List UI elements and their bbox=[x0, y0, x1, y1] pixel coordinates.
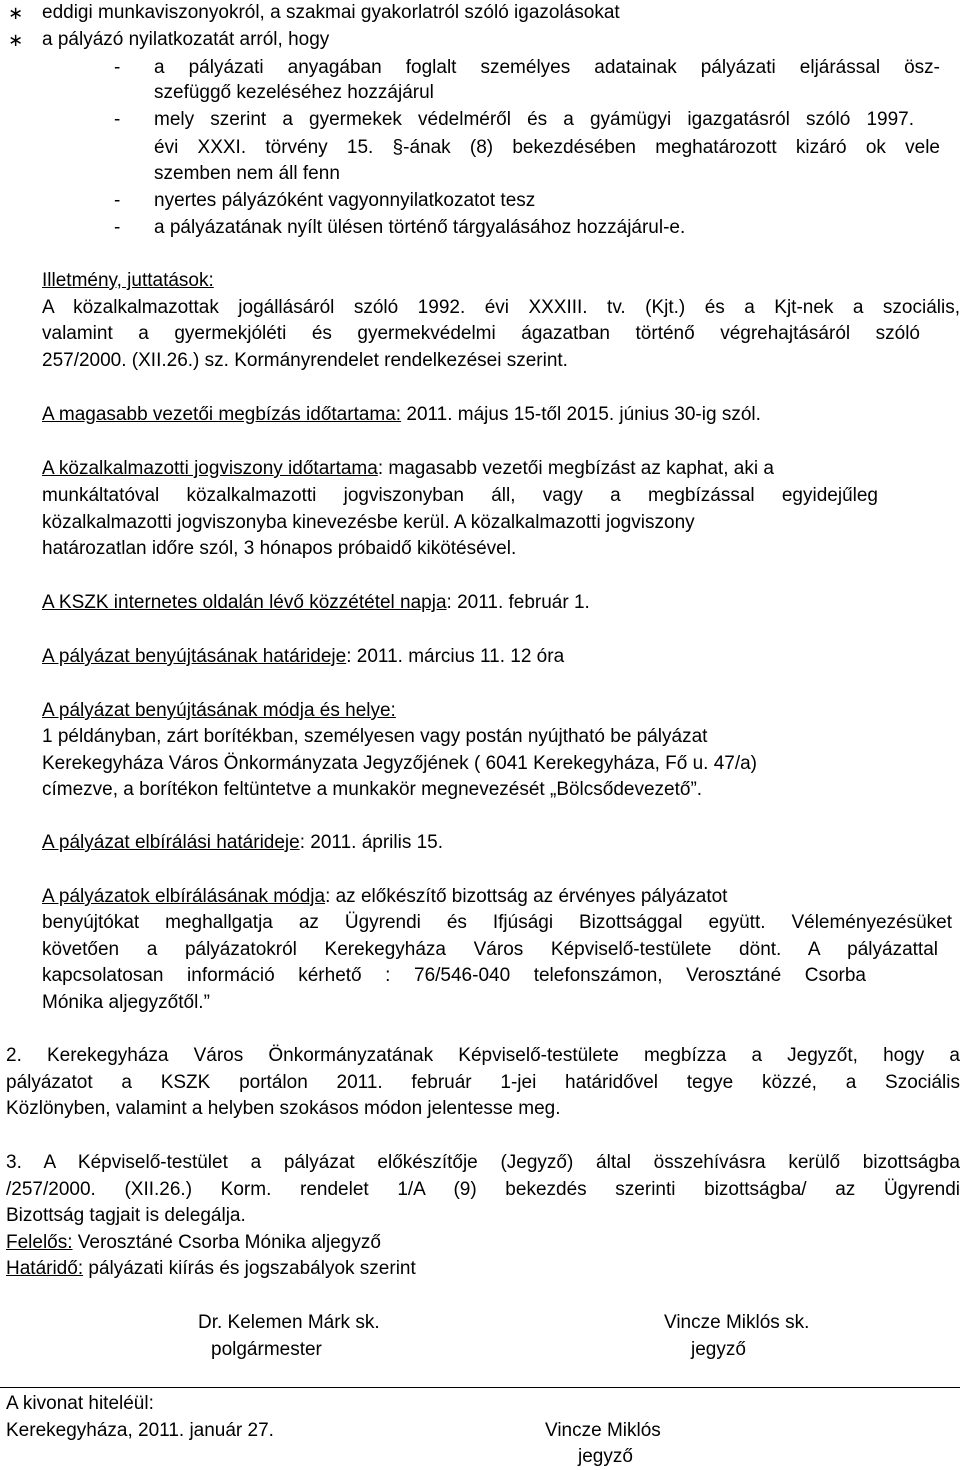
elbiralas-modja-line4: kapcsolatosan információ kérhető : 76/546-040 telefonszámon, Verosztáné Csorba bbox=[42, 965, 866, 986]
signature-left-name: Dr. Kelemen Márk sk. bbox=[198, 1312, 380, 1333]
kivonat-place-date: Kerekegyháza, 2011. január 27. bbox=[6, 1420, 274, 1441]
hatarido2-label: Határidő: bbox=[6, 1258, 84, 1279]
hatarido-label: A pályázat benyújtásának határideje bbox=[42, 646, 347, 667]
bullet-item-2: a pályázó nyilatkozatát arról, hogy bbox=[42, 29, 330, 50]
elbiralas-modja-line1-rest: : az előkészítő bizottság az érvényes pályázatot bbox=[325, 886, 728, 907]
elbiralas-modja-label: A pályázatok elbírálásának módja bbox=[42, 886, 326, 907]
jogviszony-line3: közalkalmazotti jogviszonyba kinevezésbe kerül. A közalkalmazotti jogviszony bbox=[42, 512, 695, 533]
point2-line2: pályázatot a KSZK portálon 2011. február 1-jei határidővel tegye közzé, a Szociális bbox=[6, 1072, 960, 1093]
illetmeny-line1: A közalkalmazottak jogállásáról szóló 1992. évi XXXIII. tv. (Kjt.) és a Kjt-nek a szociális, bbox=[42, 297, 960, 318]
felelos-line bbox=[6, 1230, 381, 1256]
sub-item-a-line1: a pályázati anyagában foglalt személyes adatainak pályázati eljárással ösz- bbox=[154, 57, 940, 78]
hatarido-line bbox=[42, 644, 564, 670]
felelos-value: Verosztáné Csorba Mónika aljegyző bbox=[72, 1232, 381, 1253]
jogviszony-line2: munkáltatóval közalkalmazotti jogviszonyban áll, vagy a megbízással egyidejűleg bbox=[42, 485, 878, 506]
sub-item-d: a pályázatának nyílt ülésen történő tárgyalásához hozzájárul-e. bbox=[154, 217, 686, 238]
modja-heading: A pályázat benyújtásának módja és helye: bbox=[42, 700, 396, 721]
elbiralas-value: : 2011. április 15. bbox=[299, 832, 444, 853]
bullet-star-icon: ∗ bbox=[8, 3, 24, 23]
hatarido-value: : 2011. március 11. 12 óra bbox=[346, 646, 565, 667]
sub-item-c: nyertes pályázóként vagyonnyilatkozatot tesz bbox=[154, 190, 536, 211]
sub-item-b-line1: mely szerint a gyermekek védelméről és a gyámügyi igazgatásról szóló 1997. bbox=[154, 109, 914, 130]
dash-marker: - bbox=[114, 57, 121, 78]
signature-right-title: jegyző bbox=[691, 1339, 746, 1360]
kszk-line bbox=[42, 590, 590, 616]
kszk-value: : 2011. február 1. bbox=[446, 592, 590, 613]
point2-line1: 2. Kerekegyháza Város Önkormányzatának Képviselő-testülete megbízza a Jegyzőt, hogy a bbox=[6, 1045, 960, 1066]
elbiralas-modja-line5: Mónika aljegyzőtől.” bbox=[42, 992, 210, 1013]
hatarido2-value: pályázati kiírás és jogszabályok szerint bbox=[83, 1258, 416, 1279]
elbiralas-line bbox=[42, 830, 443, 856]
dash-marker: - bbox=[114, 217, 121, 238]
signature-right-name: Vincze Miklós sk. bbox=[664, 1312, 810, 1333]
divider-line bbox=[0, 1387, 960, 1388]
elbiralas-modja-line1 bbox=[42, 884, 727, 910]
megbizas-value: 2011. május 15-től 2015. június 30-ig szól. bbox=[401, 404, 761, 425]
elbiralas-modja-line3: követően a pályázatokról Kerekegyháza Város Képviselő-testülete dönt. A pályázattal bbox=[42, 939, 938, 960]
felelos-label: Felelős: bbox=[6, 1232, 73, 1253]
hatarido2-line bbox=[6, 1256, 416, 1282]
illetmeny-line3: 257/2000. (XII.26.) sz. Kormányrendelet rendelkezései szerint. bbox=[42, 350, 568, 371]
sub-item-b-line3: szemben nem áll fenn bbox=[154, 163, 340, 184]
point2-line3: Közlönyben, valamint a helyben szokásos módon jelentesse meg. bbox=[6, 1098, 561, 1119]
dash-marker: - bbox=[114, 109, 121, 130]
dash-marker: - bbox=[114, 190, 121, 211]
illetmeny-line2: valamint a gyermekjóléti és gyermekvédelmi ágazatban történő végrehajtásáról szóló bbox=[42, 323, 920, 344]
point3-line2: /257/2000. (XII.26.) Korm. rendelet 1/A (9) bekezdés szerinti bizottságba/ az Ügyrendi bbox=[6, 1179, 960, 1200]
bullet-star-icon: ∗ bbox=[8, 30, 24, 50]
kivonat-label: A kivonat hiteléül: bbox=[6, 1393, 154, 1414]
sub-item-b-line2: évi XXXI. törvény 15. §-ának (8) bekezdésében meghatározott kizáró ok vele bbox=[154, 137, 940, 158]
point3-line1: 3. A Képviselő-testület a pályázat előkészítője (Jegyző) által összehívásra kerülő bizottságba bbox=[6, 1152, 960, 1173]
elbiralas-modja-line2: benyújtókat meghallgatja az Ügyrendi és Ifjúsági Bizottsággal együtt. Véleményezésüket bbox=[42, 912, 952, 933]
signature-left-title: polgármester bbox=[211, 1339, 322, 1360]
modja-line3: címezve, a borítékon feltüntetve a munkakör megnevezését „Bölcsődevezető”. bbox=[42, 779, 703, 800]
jogviszony-line1 bbox=[42, 456, 774, 482]
modja-line2: Kerekegyháza Város Önkormányzata Jegyzőjének ( 6041 Kerekegyháza, Fő u. 47/a) bbox=[42, 753, 758, 774]
jogviszony-line4: határozatlan időre szól, 3 hónapos próbaidő kikötésével. bbox=[42, 538, 517, 559]
sub-item-a-line2: szefüggő kezeléséhez hozzájárul bbox=[154, 82, 434, 103]
megbizas-label: A magasabb vezetői megbízás időtartama: bbox=[42, 404, 402, 425]
modja-line1: 1 példányban, zárt borítékban, személyesen vagy postán nyújtható be pályázat bbox=[42, 726, 708, 747]
illetmeny-heading: Illetmény, juttatások: bbox=[42, 270, 214, 291]
elbiralas-label: A pályázat elbírálási határideje bbox=[42, 832, 300, 853]
kivonat-name: Vincze Miklós bbox=[545, 1420, 661, 1441]
bullet-item-1: eddigi munkaviszonyokról, a szakmai gyakorlatról szóló igazolásokat bbox=[42, 2, 620, 23]
kivonat-title: jegyző bbox=[578, 1446, 633, 1467]
jogviszony-line1-rest: : magasabb vezetői megbízást az kaphat, aki a bbox=[377, 458, 774, 479]
kszk-label: A KSZK internetes oldalán lévő közzététel napja bbox=[42, 592, 447, 613]
point3-line3: Bizottság tagjait is delegálja. bbox=[6, 1205, 246, 1226]
megbizas-line bbox=[42, 402, 761, 428]
jogviszony-label: A közalkalmazotti jogviszony időtartama bbox=[42, 458, 378, 479]
